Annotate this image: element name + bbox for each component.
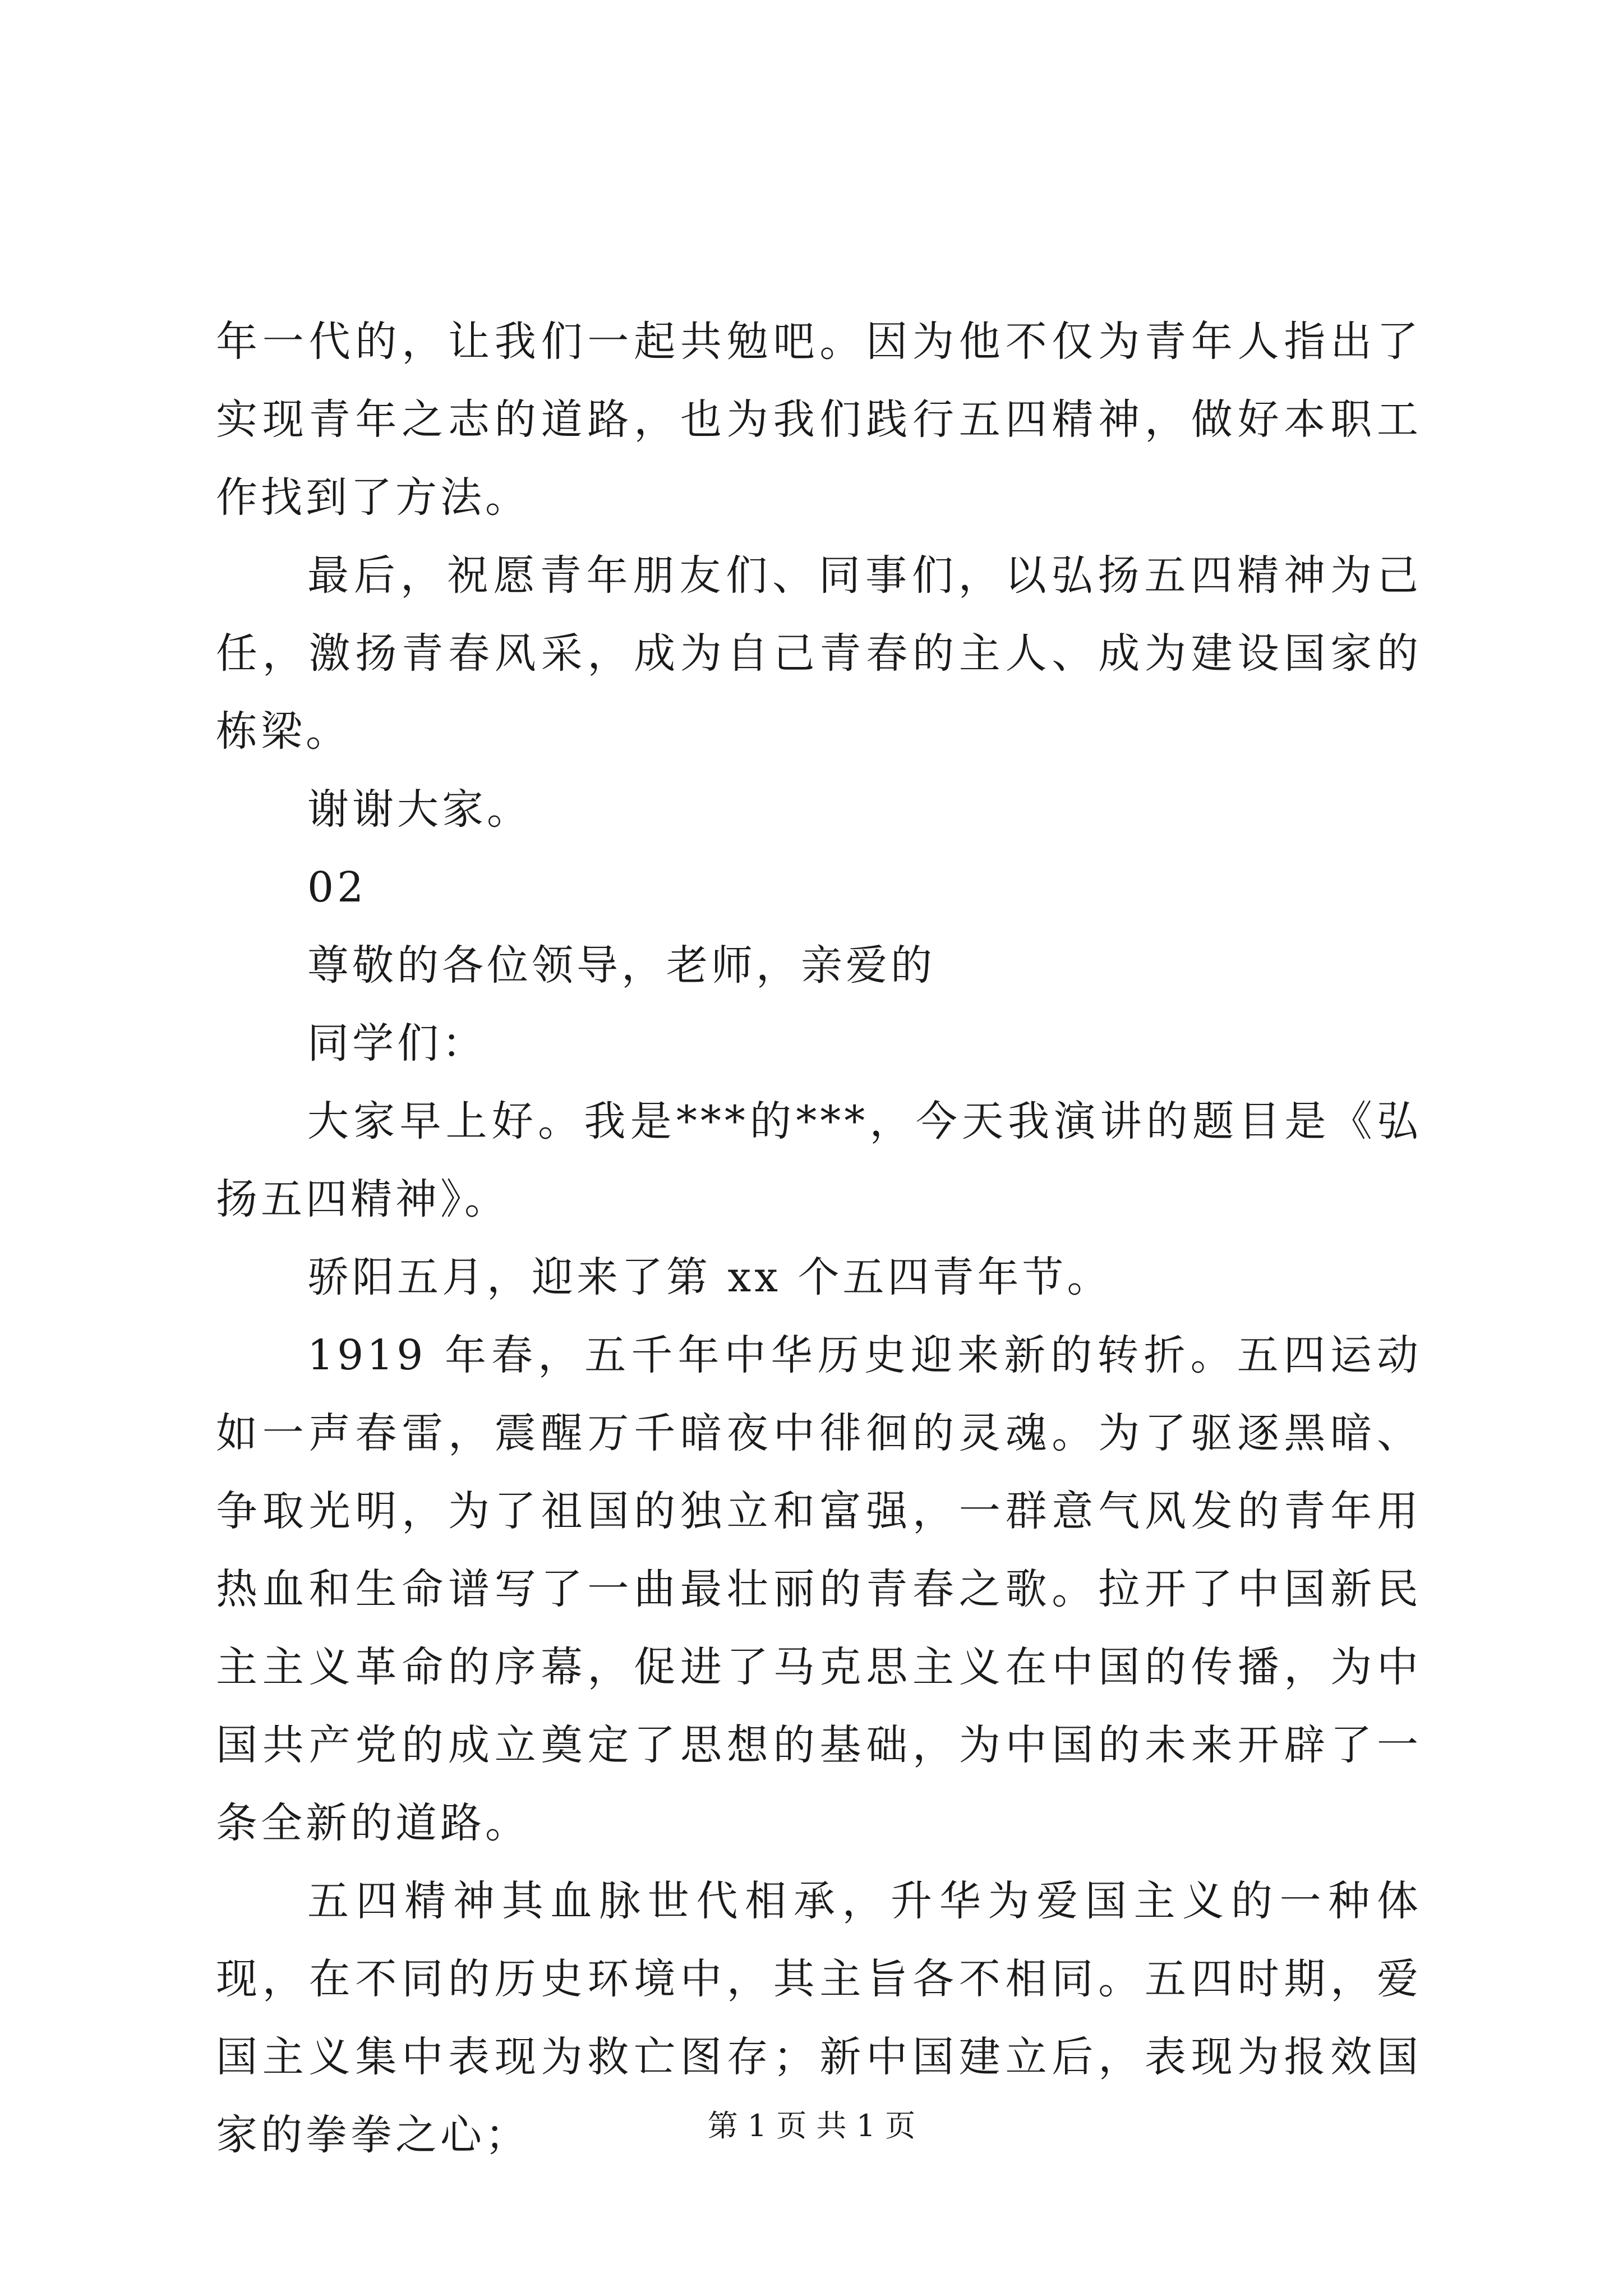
paragraph-intro: 骄阳五月，迎来了第 xx 个五四青年节。 — [307, 1253, 1112, 1301]
section-number: 02 — [307, 863, 367, 912]
paragraph-1: 年一代的，让我们一起共勉吧。因为他不仅为青年人指出了实现青年之志的道路，也为我们践行五四精神，做好本职工作找到了方法。 — [216, 318, 1422, 522]
paragraph-2: 最后，祝愿青年朋友们、同事们，以弘扬五四精神为己任，激扬青春风采，成为自己青春的主人、成为建设国家的栋梁。 — [216, 551, 1422, 756]
paragraph-spirit: 五四精神其血脉世代相承，升华为爱国主义的一种体现，在不同的历史环境中，其主旨各不相同。五四时期，爱国主义集中表现为救亡图存；新中国建立后，表现为报效国家的拳拳之心； — [216, 1877, 1422, 2159]
salutation: 尊敬的各位领导，老师，亲爱的 — [307, 941, 935, 990]
salutation-continued: 同学们： — [307, 1019, 487, 1068]
document-body — [216, 303, 1422, 2174]
paragraph-history: 1919 年春，五千年中华历史迎来新的转折。五四运动如一声春雷，震醒万千暗夜中徘徊的灵魂。为了驱逐黑暗、争取光明，为了祖国的独立和富强，一群意气风发的青年用热血和生命谱写了一曲最壮丽的青春之歌。拉开了中国新民主主义革命的序幕，促进了马克思主义在中国的传播，为中国共产党的成立奠定了思想的基础，为中国的未来开辟了一条全新的道路。 — [216, 1331, 1422, 1847]
paragraph-3: 谢谢大家。 — [307, 785, 532, 834]
page-footer: 第 1 页 共 1 页 — [707, 2108, 916, 2143]
paragraph-greeting: 大家早上好。我是***的***，今天我演讲的题目是《弘扬五四精神》。 — [216, 1097, 1422, 1223]
